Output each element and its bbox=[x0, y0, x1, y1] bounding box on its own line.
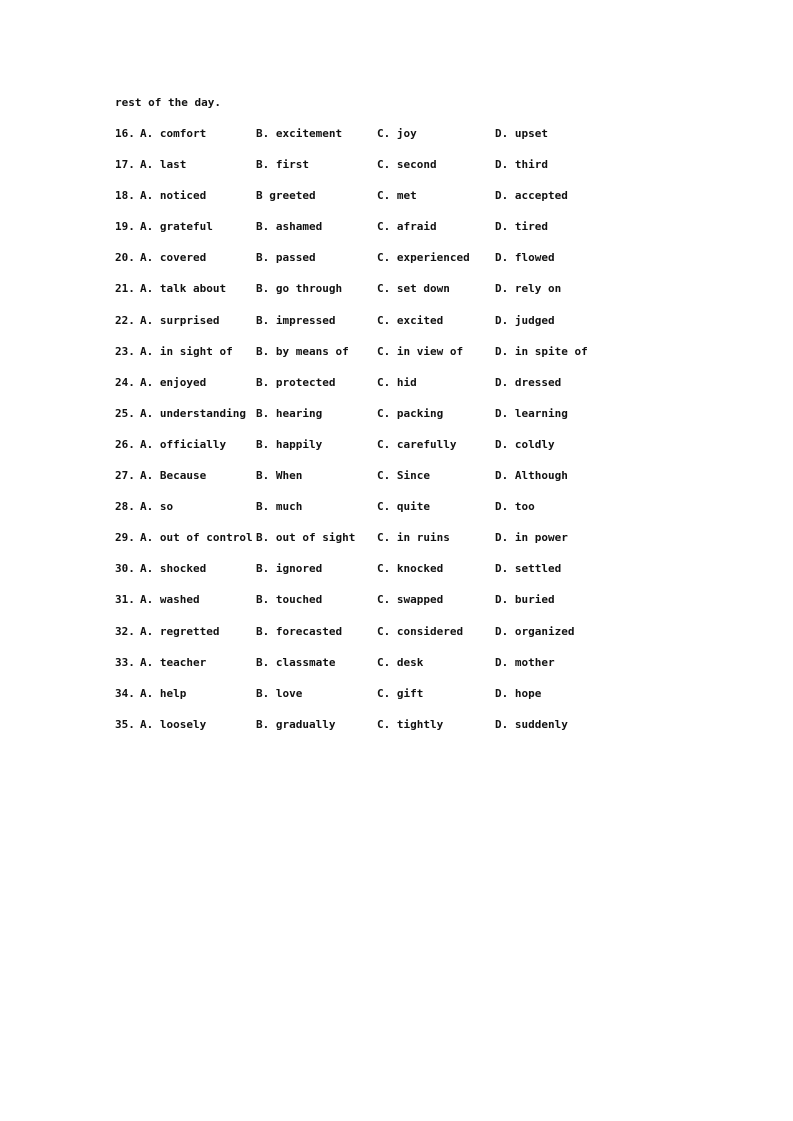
option-b: B greeted bbox=[256, 189, 316, 203]
question-number: 33. bbox=[115, 655, 135, 669]
question-row bbox=[115, 500, 635, 531]
option-b: B. passed bbox=[256, 251, 316, 265]
option-b: B. excitement bbox=[256, 127, 343, 140]
option-c: C. joy bbox=[377, 127, 417, 140]
question-row bbox=[115, 718, 635, 749]
option-d: D. hope bbox=[495, 686, 542, 700]
question-number: 17. bbox=[115, 158, 135, 172]
question-number: 19. bbox=[115, 220, 135, 234]
option-c: C. met bbox=[377, 189, 417, 203]
option-b: B. ashamed bbox=[256, 220, 323, 234]
question-row bbox=[115, 282, 635, 313]
option-b: B. go through bbox=[256, 282, 343, 296]
option-a: A. surprised bbox=[140, 313, 220, 327]
question-number: 26. bbox=[115, 437, 135, 451]
option-d: D. too bbox=[495, 500, 535, 514]
option-a: A. regretted bbox=[140, 624, 220, 638]
option-c: C. in view of bbox=[377, 344, 464, 358]
question-number: 28. bbox=[115, 500, 135, 514]
option-a: A. Because bbox=[140, 469, 207, 483]
option-d: D. coldly bbox=[495, 437, 555, 451]
question-row bbox=[115, 687, 635, 718]
option-b: B. happily bbox=[256, 437, 323, 451]
option-c: C. considered bbox=[377, 624, 464, 638]
question-row bbox=[115, 438, 635, 469]
question-list bbox=[115, 127, 635, 749]
option-d: D. suddenly bbox=[495, 717, 568, 731]
question-number: 24. bbox=[115, 375, 135, 389]
option-a: A. noticed bbox=[140, 189, 207, 203]
option-a: A. so bbox=[140, 500, 174, 514]
option-d: D. accepted bbox=[495, 189, 568, 203]
option-c: C. afraid bbox=[377, 220, 437, 234]
option-d: D. organized bbox=[495, 624, 575, 638]
option-c: C. tightly bbox=[377, 717, 444, 731]
option-b: B. first bbox=[256, 158, 309, 172]
option-b: B. forecasted bbox=[256, 624, 343, 638]
question-row bbox=[115, 376, 635, 407]
option-b: B. When bbox=[256, 469, 303, 483]
question-row bbox=[115, 469, 635, 500]
question-number: 29. bbox=[115, 531, 135, 545]
option-c: C. second bbox=[377, 158, 437, 172]
question-row bbox=[115, 345, 635, 376]
option-d: D. settled bbox=[495, 562, 562, 576]
option-d: D. in power bbox=[495, 531, 568, 545]
option-c: C. carefully bbox=[377, 437, 457, 451]
option-c: C. gift bbox=[377, 686, 424, 700]
question-number: 32. bbox=[115, 624, 135, 638]
option-b: B. hearing bbox=[256, 406, 323, 420]
question-row bbox=[115, 593, 635, 624]
question-row bbox=[115, 251, 635, 282]
option-a: A. help bbox=[140, 686, 187, 700]
question-number: 23. bbox=[115, 344, 135, 358]
option-a: A. enjoyed bbox=[140, 375, 207, 389]
question-number: 34. bbox=[115, 686, 135, 700]
option-d: D. buried bbox=[495, 593, 555, 607]
option-b: B. impressed bbox=[256, 313, 336, 327]
option-b: B. classmate bbox=[256, 655, 336, 669]
option-c: C. in ruins bbox=[377, 531, 450, 545]
option-d: D. in spite of bbox=[495, 344, 588, 358]
option-c: C. excited bbox=[377, 313, 444, 327]
question-row bbox=[115, 625, 635, 656]
option-a: A. officially bbox=[140, 437, 227, 451]
option-d: D. dressed bbox=[495, 375, 562, 389]
option-a: A. talk about bbox=[140, 282, 227, 296]
option-c: C. desk bbox=[377, 655, 424, 669]
question-number: 35. bbox=[115, 717, 135, 731]
question-row bbox=[115, 189, 635, 220]
option-d: D. tired bbox=[495, 220, 548, 234]
question-row bbox=[115, 407, 635, 438]
question-row bbox=[115, 127, 635, 158]
option-d: D. mother bbox=[495, 655, 555, 669]
option-a: A. last bbox=[140, 158, 187, 172]
option-b: B. out of sight bbox=[256, 531, 356, 545]
option-d: D. learning bbox=[495, 406, 568, 420]
option-d: D. judged bbox=[495, 313, 555, 327]
question-number: 20. bbox=[115, 251, 135, 265]
question-row bbox=[115, 531, 635, 562]
option-c: C. hid bbox=[377, 375, 417, 389]
option-d: D. third bbox=[495, 158, 548, 172]
option-b: B. touched bbox=[256, 593, 323, 607]
option-a: A. understanding bbox=[140, 406, 246, 420]
option-b: B. much bbox=[256, 500, 303, 514]
question-number: 27. bbox=[115, 469, 135, 483]
question-number: 18. bbox=[115, 189, 135, 203]
option-b: B. ignored bbox=[256, 562, 323, 576]
question-row bbox=[115, 220, 635, 251]
option-a: A. out of control bbox=[140, 531, 253, 545]
option-b: B. love bbox=[256, 686, 303, 700]
option-c: C. knocked bbox=[377, 562, 444, 576]
option-c: C. swapped bbox=[377, 593, 444, 607]
question-number: 16. bbox=[115, 127, 135, 140]
question-row bbox=[115, 562, 635, 593]
question-number: 21. bbox=[115, 282, 135, 296]
option-c: C. quite bbox=[377, 500, 430, 514]
option-b: B. protected bbox=[256, 375, 336, 389]
option-a: A. comfort bbox=[140, 127, 207, 140]
option-d: D. rely on bbox=[495, 282, 562, 296]
option-d: D. Although bbox=[495, 469, 568, 483]
option-a: A. loosely bbox=[140, 717, 207, 731]
option-a: A. covered bbox=[140, 251, 207, 265]
question-number: 22. bbox=[115, 313, 135, 327]
option-a: A. grateful bbox=[140, 220, 213, 234]
question-number: 31. bbox=[115, 593, 135, 607]
question-number: 30. bbox=[115, 562, 135, 576]
option-a: A. teacher bbox=[140, 655, 207, 669]
option-a: A. in sight of bbox=[140, 344, 233, 358]
option-a: A. shocked bbox=[140, 562, 207, 576]
question-number: 25. bbox=[115, 406, 135, 420]
option-a: A. washed bbox=[140, 593, 200, 607]
option-c: C. Since bbox=[377, 469, 430, 483]
question-row bbox=[115, 314, 635, 345]
option-d: D. flowed bbox=[495, 251, 555, 265]
intro-text: rest of the day. bbox=[115, 96, 221, 109]
option-c: C. set down bbox=[377, 282, 450, 296]
option-d: D. upset bbox=[495, 127, 548, 140]
option-b: B. gradually bbox=[256, 717, 336, 731]
option-c: C. packing bbox=[377, 406, 444, 420]
option-c: C. experienced bbox=[377, 251, 470, 265]
question-row bbox=[115, 158, 635, 189]
question-row bbox=[115, 656, 635, 687]
option-b: B. by means of bbox=[256, 344, 349, 358]
